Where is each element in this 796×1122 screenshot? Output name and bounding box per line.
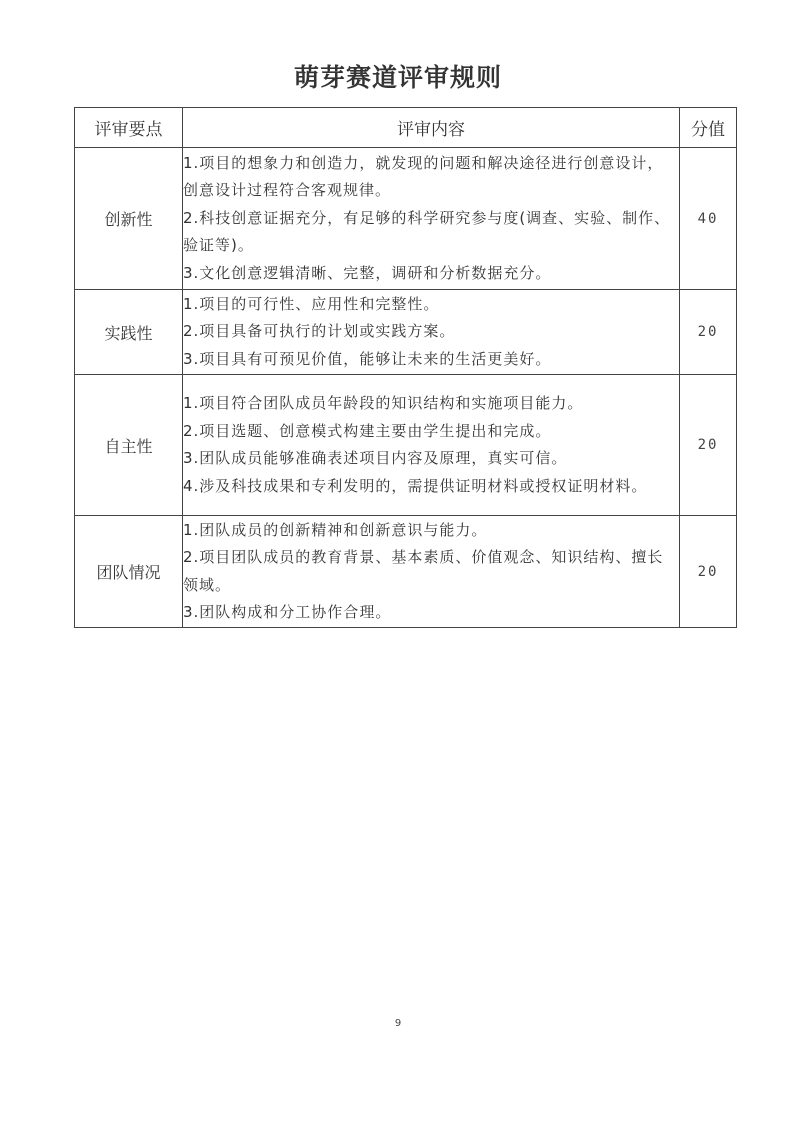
content-item: 1.项目符合团队成员年龄段的知识结构和实施项目能力。 xyxy=(183,394,584,412)
content-item: 3.文化创意逻辑清晰、完整，调研和分析数据充分。 xyxy=(183,263,552,282)
review-content xyxy=(183,516,680,628)
content-item: 2.科技创意证据充分，有足够的科学研究参与度(调查、实验、制作、验证等)。 xyxy=(183,208,671,255)
score-value: 20 xyxy=(680,375,737,516)
page-number: 9 xyxy=(394,1018,402,1029)
content-item: 1.团队成员的创新精神和创新意识与能力。 xyxy=(183,520,488,539)
content-item: 3.团队成员能够准确表述项目内容及原理，真实可信。 xyxy=(183,449,568,467)
review-point: 实践性 xyxy=(75,290,183,375)
header-score: 分值 xyxy=(680,108,737,148)
review-content xyxy=(183,148,680,290)
table-row-autonomy xyxy=(75,375,737,516)
table-row-innovation xyxy=(75,148,737,290)
header-review-content: 评审内容 xyxy=(183,108,680,148)
review-content xyxy=(183,375,680,516)
score-value: 20 xyxy=(680,516,737,628)
review-content xyxy=(183,290,680,375)
content-item: 3.项目具有可预见价值，能够让未来的生活更美好。 xyxy=(183,349,552,368)
review-point: 创新性 xyxy=(75,148,183,290)
review-rules-table xyxy=(74,107,737,628)
table-row-team xyxy=(75,516,737,628)
table-row-practicality xyxy=(75,290,737,375)
content-item: 2.项目团队成员的教育背景、基本素质、价值观念、知识结构、擅长领域。 xyxy=(183,548,664,594)
content-item: 1.项目的想象力和创造力，就发现的问题和解决途径进行创意设计，创意设计过程符合客观规律。 xyxy=(183,153,664,200)
content-item: 4.涉及科技成果和专利发明的，需提供证明材料或授权证明材料。 xyxy=(183,476,648,495)
table-header-row xyxy=(75,108,737,148)
document-title: 萌芽赛道评审规则 xyxy=(293,63,502,92)
header-review-points: 评审要点 xyxy=(75,108,183,148)
score-value: 20 xyxy=(680,290,737,375)
review-point: 团队情况 xyxy=(75,516,183,628)
review-point: 自主性 xyxy=(75,375,183,516)
content-item: 3.团队构成和分工协作合理。 xyxy=(183,603,392,621)
content-item: 2.项目选题、创意模式构建主要由学生提出和完成。 xyxy=(183,421,552,440)
content-item: 2.项目具备可执行的计划或实践方案。 xyxy=(183,322,456,341)
score-value: 40 xyxy=(680,148,737,290)
content-item: 1.项目的可行性、应用性和完整性。 xyxy=(183,294,440,313)
